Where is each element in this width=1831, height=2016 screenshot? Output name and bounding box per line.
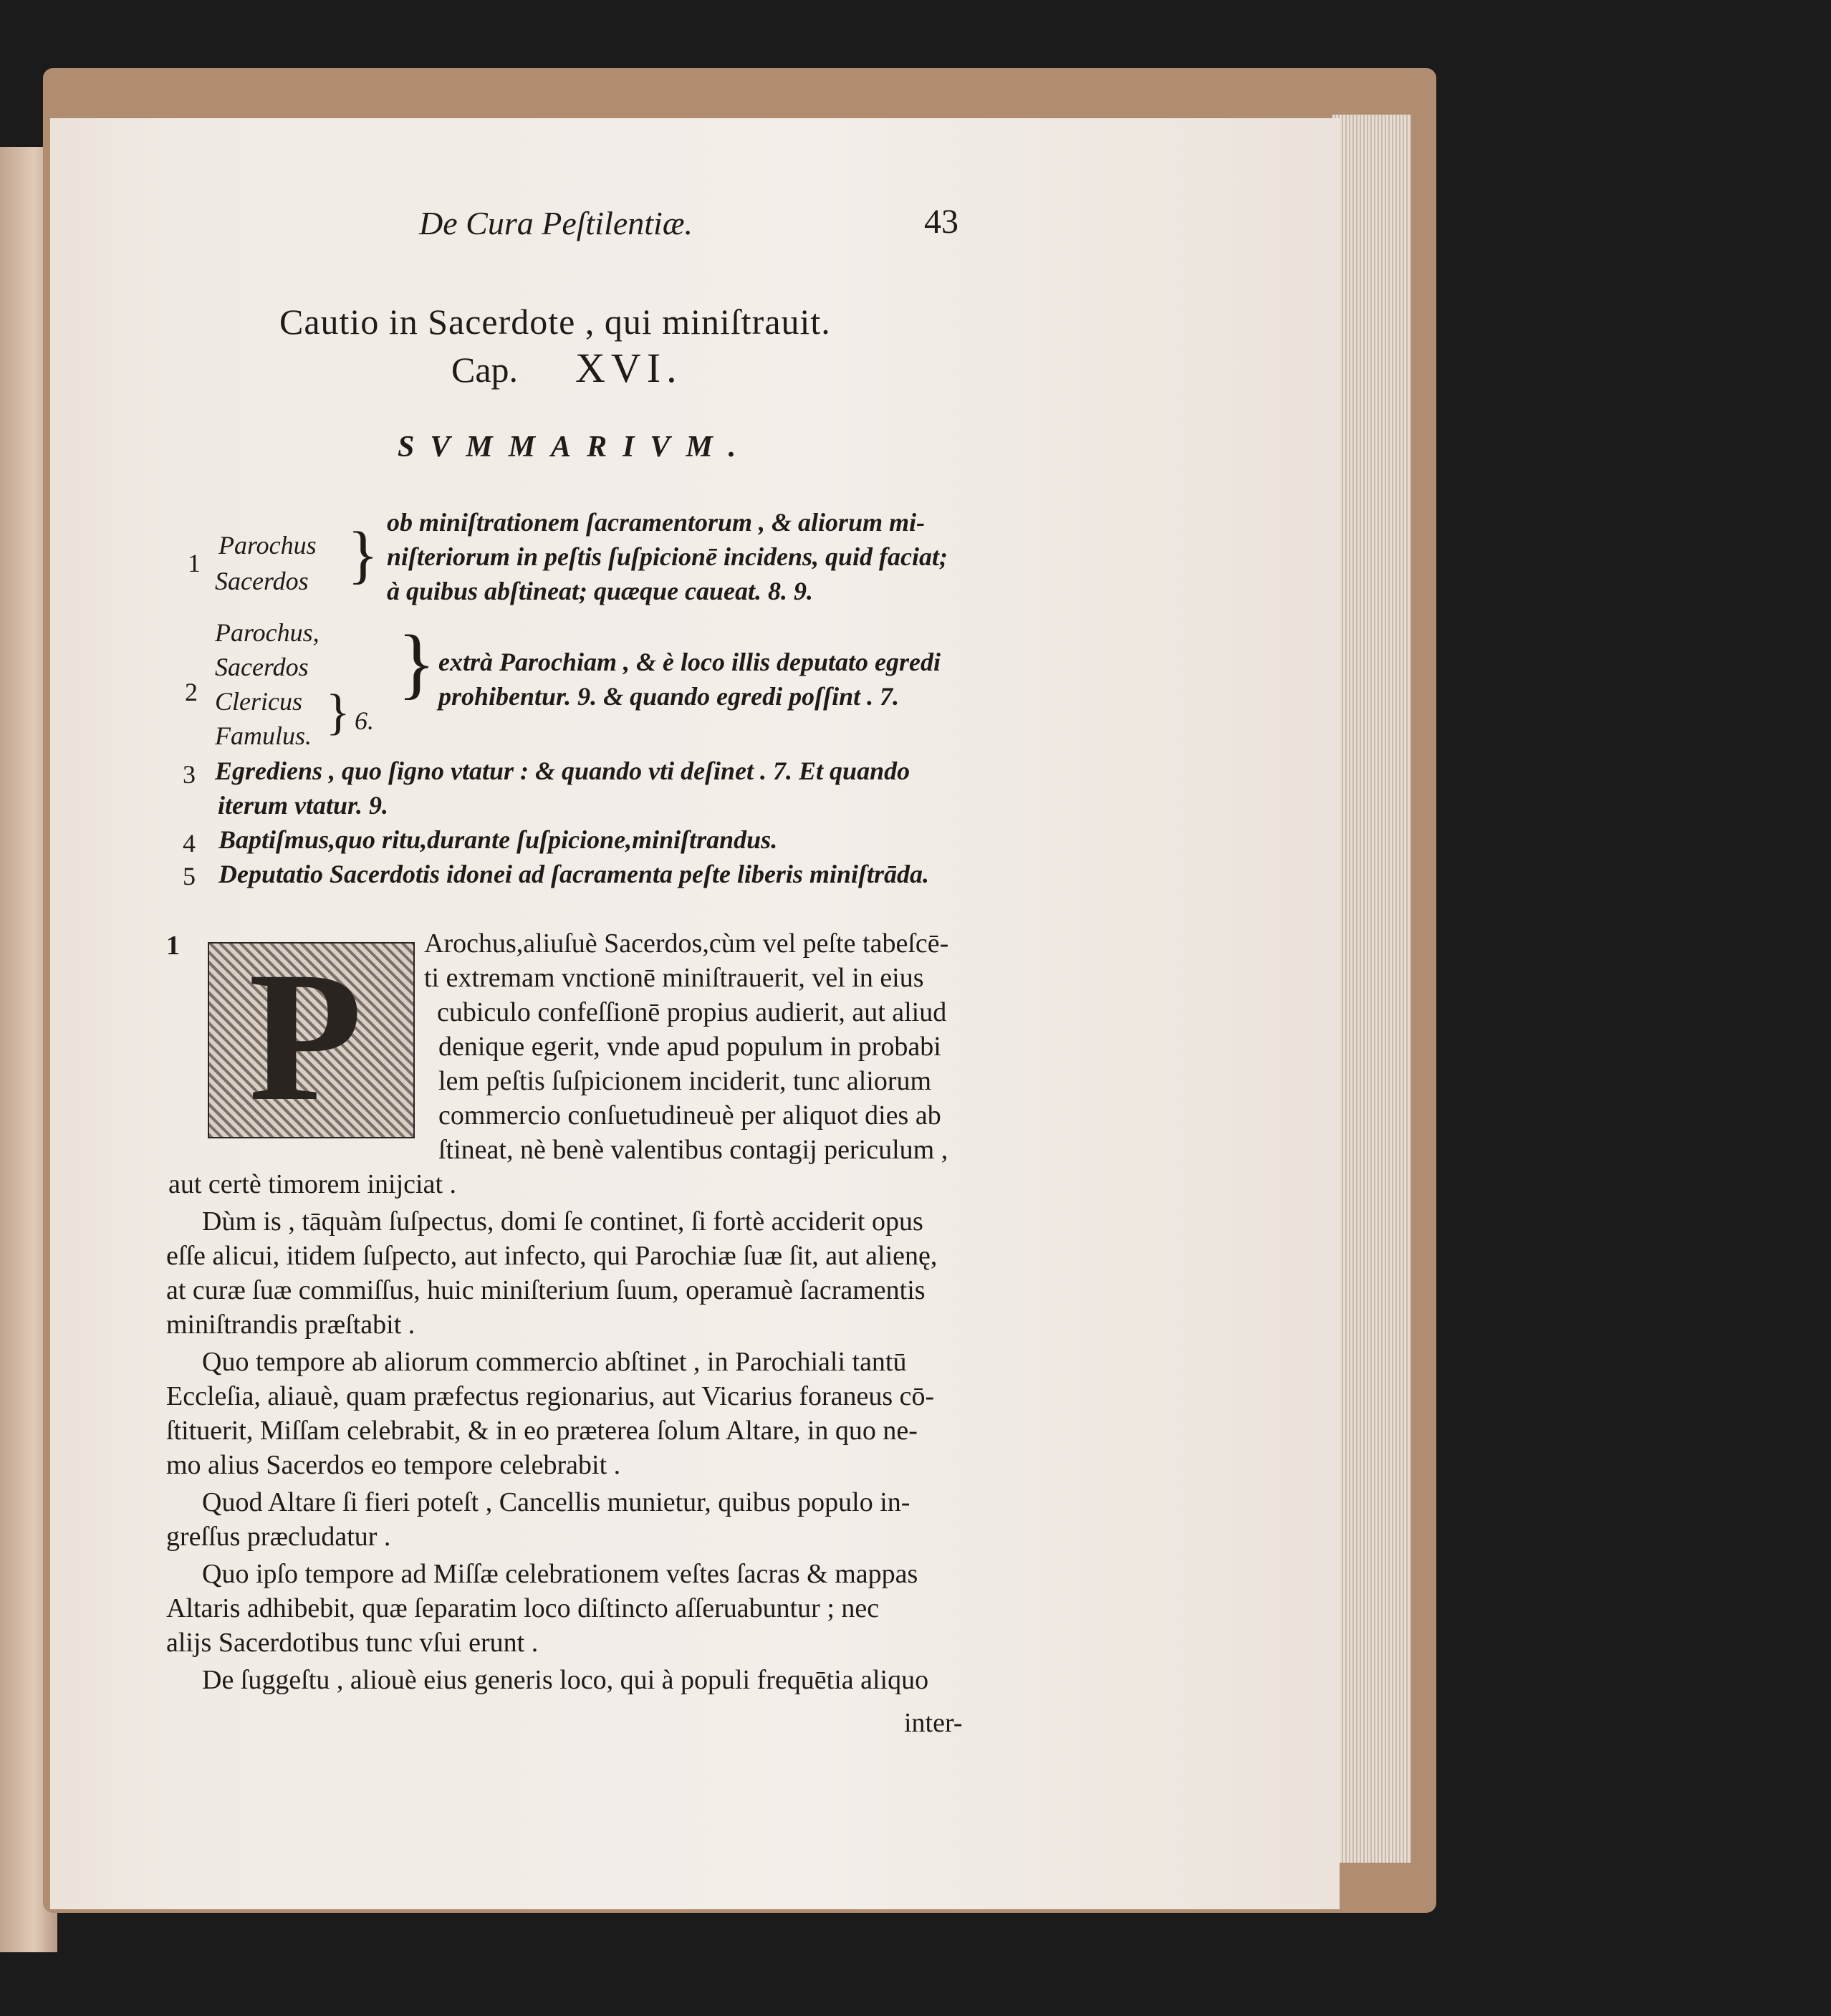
summary-item-1 — [387, 505, 948, 608]
summary-label: Parochus, — [215, 618, 319, 647]
body-line: miniſtrandis præſtabit . — [166, 1310, 415, 1340]
summary-num-1: 1 — [188, 549, 201, 577]
catchword: inter- — [904, 1708, 963, 1738]
body-line: alijs Sacerdotibus tunc vſui erunt . — [166, 1628, 539, 1658]
summary-line: Baptiſmus,quo ritu,durante ſuſpicione,miniſtrandus. — [218, 825, 778, 854]
body-line: ti extremam vnctionē miniſtrauerit, vel in eius — [424, 963, 924, 993]
body-line: Altaris adhibebit, quæ ſeparatim loco diſtincto aſſeruabuntur ; nec — [166, 1593, 880, 1623]
brace: } — [347, 519, 379, 590]
summary-num-2: 2 — [185, 678, 198, 706]
summary-label: Clericus — [215, 687, 302, 716]
summary-line: iterum vtatur. 9. — [218, 791, 389, 820]
page-number: 43 — [924, 203, 958, 241]
body-line: ſtituerit, Miſſam celebrabit, & in eo præterea ſolum Altare, in quo ne- — [166, 1416, 918, 1446]
summary-label: Sacerdos — [215, 653, 309, 681]
page-edges — [1332, 115, 1411, 1863]
body-line: Arochus,aliuſuè Sacerdos,cùm vel peſte tabeſcē- — [424, 928, 949, 959]
body-line: eſſe alicui, itidem ſuſpecto, aut infecto, qui Parochiæ ſuæ ſit, aut alienę, — [166, 1241, 938, 1271]
summary-line: à quibus abſtineat; quæque caueat. 8. 9. — [387, 577, 814, 605]
body-line: Quod Altare ſi fieri poteſt , Cancellis munietur, quibus populo in- — [202, 1487, 910, 1517]
brace: } — [326, 685, 350, 740]
body-line: denique egerit, vnde apud populum in probabi — [438, 1032, 941, 1062]
body-line: De ſuggeſtu , aliouè eius generis loco, qui à populi frequētia aliquo — [202, 1665, 929, 1695]
chapter-title: Cautio in Sacerdote , qui miniſtrauit. — [279, 302, 831, 342]
summary-num-5: 5 — [183, 862, 196, 891]
summary-num-4: 4 — [183, 829, 196, 858]
body-line: Quo ipſo tempore ad Miſſæ celebrationem veſtes ſacras & mappas — [202, 1559, 918, 1589]
body-line: at curæ ſuæ commiſſus, huic miniſterium ſuum, operamuè ſacramentis — [166, 1275, 926, 1305]
summary-label: Famulus. — [215, 721, 312, 750]
summary-line: prohibentur. 9. & quando egredi poſſint . 7. — [438, 682, 900, 711]
summary-item-3 — [215, 754, 910, 822]
chapter-number — [451, 344, 683, 392]
summary-line: extrà Parochiam , & è loco illis deputato egredi — [438, 648, 941, 676]
body-line: commercio conſuetudineuè per aliquot dies ab — [438, 1100, 941, 1131]
summary-item-5 — [218, 857, 929, 891]
summary-item-4 — [218, 822, 777, 857]
summary-label: Parochus — [218, 531, 317, 560]
body-line: ſtineat, nè benè valentibus contagij periculum , — [438, 1135, 948, 1165]
body-line: cubiculo confeſſionē propius audierit, aut aliud — [437, 997, 947, 1027]
ornamental-initial — [208, 933, 415, 1140]
cap-label: Cap. — [451, 350, 519, 390]
summary-label: Sacerdos — [215, 567, 309, 595]
summary-subref: 6. — [355, 706, 374, 735]
summary-line: ob miniſtrationem ſacramentorum , & aliorum mi- — [387, 508, 926, 537]
body-line: lem peſtis ſuſpicionem inciderit, tunc aliorum — [438, 1066, 932, 1096]
body-line: Quo tempore ab aliorum commercio abſtinet , in Parochiali tantū — [202, 1347, 907, 1377]
body-line: mo alius Sacerdos eo tempore celebrabit . — [166, 1450, 621, 1480]
summarium-heading: SVMMARIVM. — [398, 431, 752, 464]
summary-line: Egrediens , quo ſigno vtatur : & quando vti deſinet . 7. Et quando — [215, 757, 910, 785]
paragraph-number: 1 — [166, 931, 180, 961]
body-line: Dùm is , tāquàm ſuſpectus, domi ſe continet, ſi fortè acciderit opus — [202, 1206, 923, 1237]
cap-numeral: XVI. — [575, 345, 683, 391]
body-line: greſſus præcludatur . — [166, 1522, 391, 1552]
summary-line: niſteriorum in peſtis ſuſpicionē incidens, quid faciat; — [387, 542, 948, 571]
body-line: aut certè timorem inijciat . — [168, 1169, 457, 1199]
brace: } — [398, 619, 436, 706]
summary-line: Deputatio Sacerdotis idonei ad ſacramenta peſte liberis miniſtrāda. — [218, 860, 929, 888]
running-title: De Cura Peſtilentiæ. — [419, 205, 693, 241]
drop-cap-letter: P — [249, 933, 362, 1140]
summary-num-3: 3 — [183, 760, 196, 789]
body-line: Eccleſia, aliauè, quam præfectus regionarius, aut Vicarius foraneus cō- — [166, 1381, 935, 1411]
summary-item-2 — [438, 645, 941, 714]
